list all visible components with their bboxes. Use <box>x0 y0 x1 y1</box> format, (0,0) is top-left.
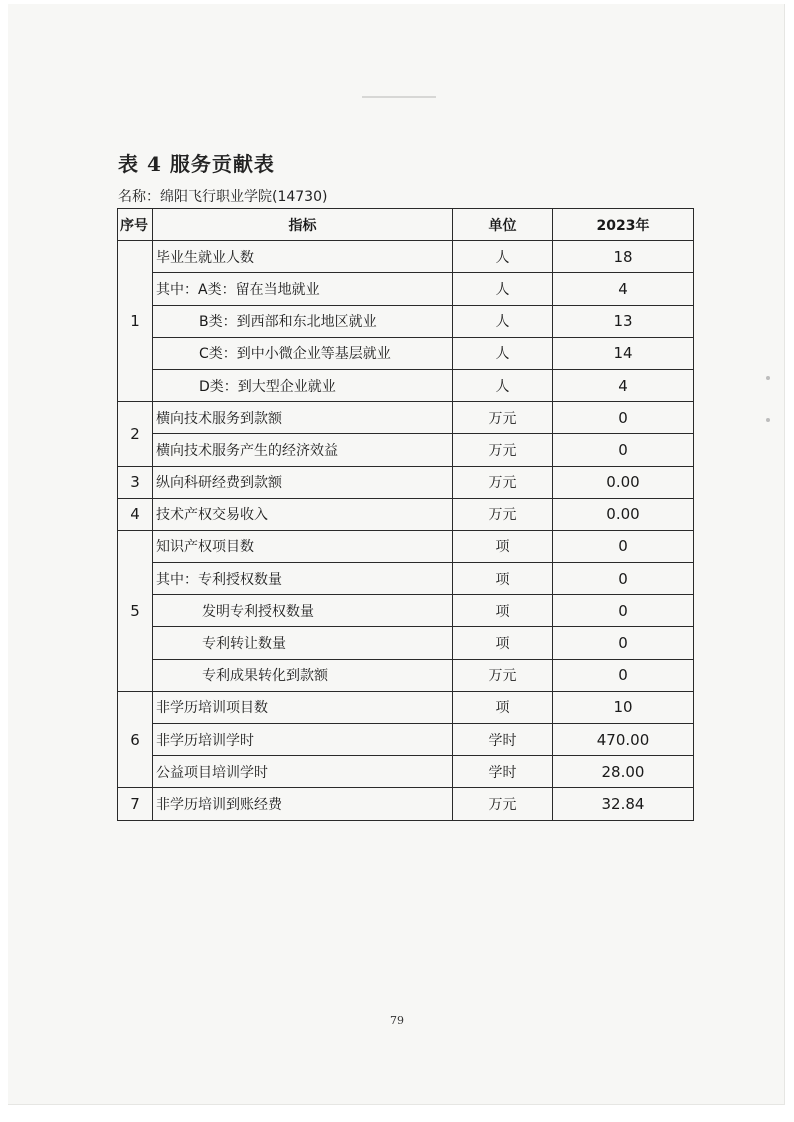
value-cell: 0 <box>553 530 694 562</box>
unit-cell: 万元 <box>453 434 553 466</box>
sequence-number-cell: 4 <box>118 498 153 530</box>
unit-cell: 学时 <box>453 724 553 756</box>
header-unit: 单位 <box>453 209 553 241</box>
table-row <box>118 691 694 723</box>
table-row <box>118 756 694 788</box>
scan-speck <box>766 376 770 380</box>
indicator-cell: 横向技术服务产生的经济效益 <box>153 434 453 466</box>
table-row <box>118 498 694 530</box>
indicator-cell: C类：到中小微企业等基层就业 <box>153 337 453 369</box>
unit-cell: 人 <box>453 305 553 337</box>
value-cell: 0 <box>553 595 694 627</box>
header-sequence-number: 序号 <box>118 209 153 241</box>
table-row <box>118 241 694 273</box>
value-cell: 13 <box>553 305 694 337</box>
unit-cell: 万元 <box>453 498 553 530</box>
unit-cell: 学时 <box>453 756 553 788</box>
unit-cell: 万元 <box>453 788 553 820</box>
table-row <box>118 337 694 369</box>
sequence-number-cell: 3 <box>118 466 153 498</box>
unit-cell: 人 <box>453 337 553 369</box>
table-row <box>118 724 694 756</box>
value-cell: 18 <box>553 241 694 273</box>
unit-cell: 人 <box>453 241 553 273</box>
value-cell: 470.00 <box>553 724 694 756</box>
table-header-row <box>118 209 694 241</box>
value-cell: 28.00 <box>553 756 694 788</box>
table-row <box>118 788 694 820</box>
indicator-cell: 非学历培训项目数 <box>153 691 453 723</box>
table-row <box>118 434 694 466</box>
unit-cell: 项 <box>453 595 553 627</box>
sequence-number-cell: 7 <box>118 788 153 820</box>
value-cell: 0 <box>553 563 694 595</box>
unit-cell: 人 <box>453 369 553 401</box>
sequence-number-cell: 6 <box>118 691 153 788</box>
unit-cell: 万元 <box>453 659 553 691</box>
table-row <box>118 369 694 401</box>
value-cell: 0.00 <box>553 466 694 498</box>
table-row <box>118 659 694 691</box>
value-cell: 0.00 <box>553 498 694 530</box>
indicator-cell: 知识产权项目数 <box>153 530 453 562</box>
table-row <box>118 402 694 434</box>
indicator-cell: 技术产权交易收入 <box>153 498 453 530</box>
table-row <box>118 563 694 595</box>
value-cell: 4 <box>553 369 694 401</box>
table-row <box>118 595 694 627</box>
value-cell: 10 <box>553 691 694 723</box>
header-mark <box>362 88 436 98</box>
indicator-cell: 专利成果转化到款额 <box>153 659 453 691</box>
unit-cell: 万元 <box>453 466 553 498</box>
indicator-cell: 毕业生就业人数 <box>153 241 453 273</box>
indicator-cell: 其中：专利授权数量 <box>153 563 453 595</box>
indicator-cell: 公益项目培训学时 <box>153 756 453 788</box>
indicator-cell: 专利转让数量 <box>153 627 453 659</box>
value-cell: 0 <box>553 402 694 434</box>
indicator-cell: B类：到西部和东北地区就业 <box>153 305 453 337</box>
indicator-cell: 非学历培训学时 <box>153 724 453 756</box>
sequence-number-cell: 2 <box>118 402 153 466</box>
value-cell: 0 <box>553 659 694 691</box>
indicator-cell: D类：到大型企业就业 <box>153 369 453 401</box>
indicator-cell: 纵向科研经费到款额 <box>153 466 453 498</box>
value-cell: 0 <box>553 627 694 659</box>
indicator-cell: 横向技术服务到款额 <box>153 402 453 434</box>
scan-speck <box>766 418 770 422</box>
unit-cell: 项 <box>453 563 553 595</box>
unit-cell: 项 <box>453 691 553 723</box>
table-row <box>118 305 694 337</box>
sequence-number-cell: 5 <box>118 530 153 691</box>
unit-cell: 项 <box>453 627 553 659</box>
header-indicator: 指标 <box>153 209 453 241</box>
table-title: 表 4 服务贡献表 <box>118 152 275 176</box>
table-row <box>118 627 694 659</box>
indicator-cell: 发明专利授权数量 <box>153 595 453 627</box>
value-cell: 4 <box>553 273 694 305</box>
indicator-cell: 其中：A类：留在当地就业 <box>153 273 453 305</box>
page-number: 79 <box>390 1014 404 1027</box>
service-contribution-table <box>117 208 694 821</box>
table-body <box>118 241 694 820</box>
unit-cell: 项 <box>453 530 553 562</box>
table-row <box>118 530 694 562</box>
value-cell: 0 <box>553 434 694 466</box>
sequence-number-cell: 1 <box>118 241 153 402</box>
unit-cell: 万元 <box>453 402 553 434</box>
institution-name: 名称：绵阳飞行职业学院(14730) <box>118 189 328 205</box>
table-row <box>118 273 694 305</box>
table-row <box>118 466 694 498</box>
header-year: 2023年 <box>553 209 694 241</box>
value-cell: 32.84 <box>553 788 694 820</box>
indicator-cell: 非学历培训到账经费 <box>153 788 453 820</box>
unit-cell: 人 <box>453 273 553 305</box>
value-cell: 14 <box>553 337 694 369</box>
